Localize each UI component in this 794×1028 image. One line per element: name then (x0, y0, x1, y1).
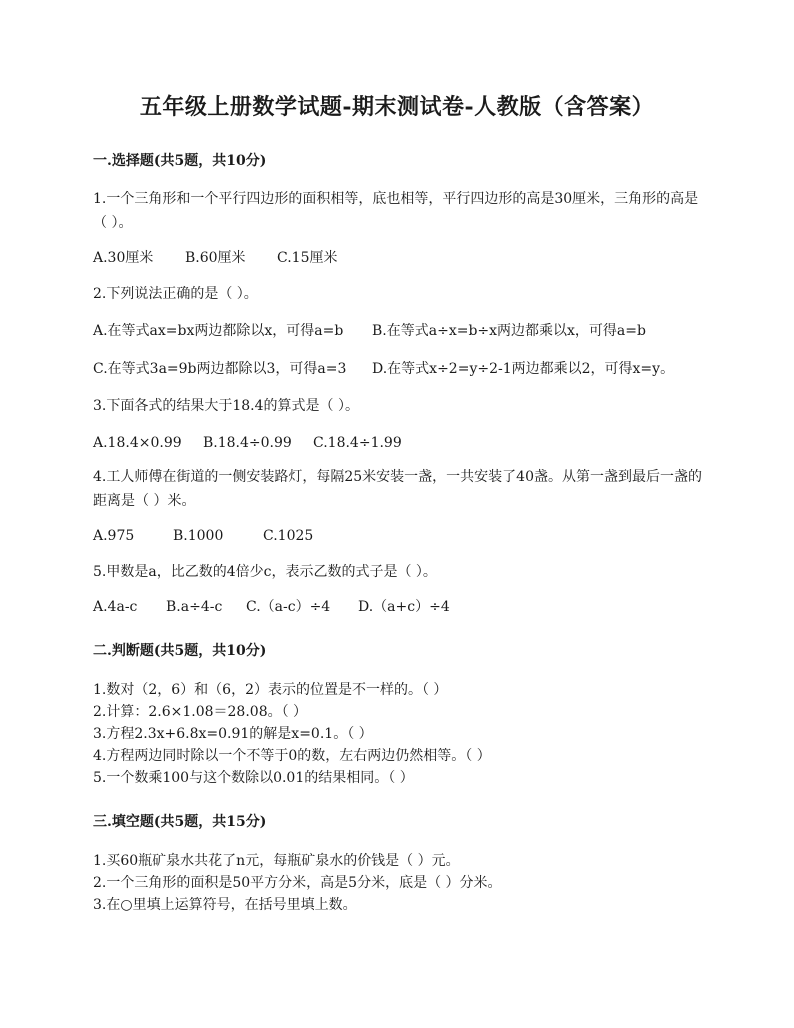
question-options (93, 524, 313, 548)
option: C.在等式3a=9b两边都除以3，可得a=3 (93, 361, 347, 377)
list-item: 1.买60瓶矿泉水共花了n元，每瓶矿泉水的价钱是（ ）元。 (93, 853, 460, 869)
option: A.975 (93, 528, 135, 544)
question-options (93, 357, 674, 381)
option: B.a÷4-c (166, 599, 223, 615)
question-options (93, 246, 337, 270)
section-title-fill-blank: 三.填空题(共5题，共15分) (93, 814, 267, 830)
option: A.4a-c (93, 599, 138, 615)
list-item: 3.在○里填上运算符号，在括号里填上数。 (93, 897, 357, 913)
option: B.60厘米 (185, 250, 246, 266)
question-options (93, 319, 646, 343)
question-options (93, 431, 402, 455)
question-text: 2.下列说法正确的是（ ）。 (93, 286, 258, 302)
list-item: 1.数对（2，6）和（6，2）表示的位置是不一样的。（ ） (93, 682, 448, 698)
fill-blank-list (93, 850, 502, 916)
option: B.18.4÷0.99 (203, 435, 292, 451)
option: A.在等式ax=bx两边都除以x，可得a=b (93, 323, 344, 339)
option: C.15厘米 (277, 250, 338, 266)
option: B.在等式a÷x=b÷x两边都乘以x，可得a=b (372, 323, 646, 339)
list-item: 2.计算：2.6×1.08＝28.08。（ ） (93, 704, 308, 720)
question-text: 5.甲数是a，比乙数的4倍少c，表示乙数的式子是（ ）。 (93, 564, 437, 580)
option: B.1000 (173, 528, 224, 544)
judgment-list (93, 679, 491, 789)
question-text: 4.工人师傅在街道的一侧安装路灯，每隔25米安装一盏，一共安装了40盏。从第一盏到最后一盏的距离是（ ）米。 (93, 469, 702, 509)
list-item: 4.方程两边同时除以一个不等于0的数，左右两边仍然相等。（ ） (93, 748, 491, 764)
option: A.30厘米 (93, 250, 154, 266)
page-title: 五年级上册数学试题-期末测试卷-人教版（含答案） (139, 94, 655, 120)
section-title-judgment: 二.判断题(共5题，共10分) (93, 643, 267, 659)
section-title-choice: 一.选择题(共5题，共10分) (93, 153, 267, 169)
list-item: 3.方程2.3x+6.8x=0.91的解是x=0.1。（ ） (93, 726, 373, 742)
list-item: 5.一个数乘100与这个数除以0.01的结果相同。（ ） (93, 770, 414, 786)
question-text: 3.下面各式的结果大于18.4的算式是（ ）。 (93, 398, 359, 414)
option: C.18.4÷1.99 (313, 435, 402, 451)
option: A.18.4×0.99 (93, 435, 182, 451)
list-item: 2.一个三角形的面积是50平方分米，高是5分米，底是（ ）分米。 (93, 875, 502, 891)
option: C.（a-c）÷4 (246, 599, 331, 615)
option: C.1025 (263, 528, 314, 544)
question-options (93, 595, 450, 619)
question-text: 1.一个三角形和一个平行四边形的面积相等，底也相等，平行四边形的高是30厘米，三角形的高是（ ）。 (93, 191, 699, 231)
option: D.在等式x÷2=y÷2-1两边都乘以2，可得x=y。 (372, 361, 675, 377)
option: D.（a+c）÷4 (358, 599, 450, 615)
